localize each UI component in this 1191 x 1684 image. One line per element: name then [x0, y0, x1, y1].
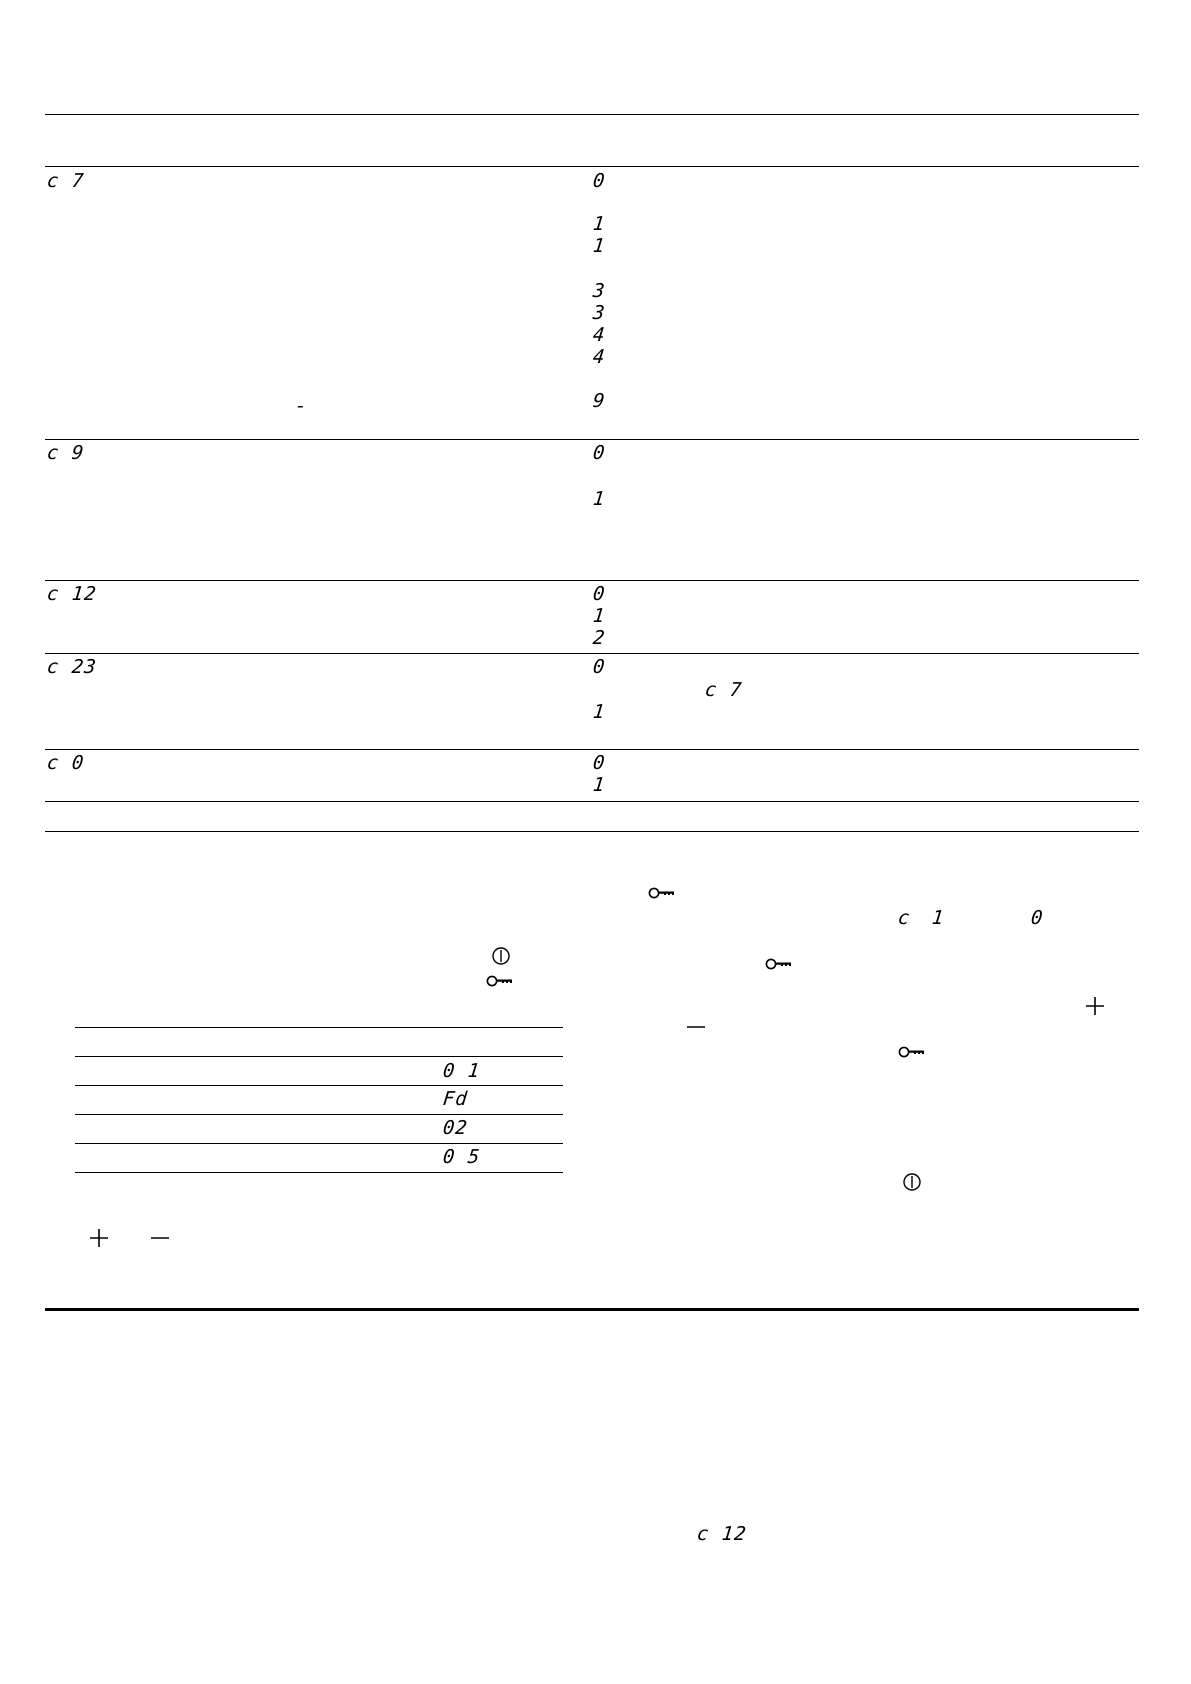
step-value: Fd — [441, 1088, 470, 1110]
power-icon — [902, 1172, 922, 1192]
setting-value: 0 — [591, 583, 607, 605]
code-1: 1 — [930, 907, 946, 929]
minus-icon — [150, 1228, 170, 1248]
code-c: c — [896, 907, 912, 929]
setting-value: 0 — [591, 170, 607, 192]
setting-value: 1 — [591, 235, 607, 257]
setting-code: c 23 — [45, 656, 98, 678]
setting-code: c 12 — [45, 583, 98, 605]
steps-rule — [75, 1056, 563, 1057]
setting-code: c 0 — [45, 752, 86, 774]
step-value: 02 — [441, 1117, 470, 1139]
key-lock-icon — [898, 1045, 926, 1059]
row-divider — [45, 653, 1139, 654]
inline-code: c 7 — [703, 679, 744, 701]
setting-value: 9 — [591, 390, 607, 412]
setting-value: 0 — [591, 442, 607, 464]
setting-value: 3 — [591, 302, 607, 324]
steps-rule — [75, 1114, 563, 1115]
setting-value: 3 — [591, 280, 607, 302]
code-0: 0 — [1029, 907, 1045, 929]
setting-value: 1 — [591, 701, 607, 723]
bottom-code: c 12 — [695, 1523, 748, 1545]
table-bottom-rule — [45, 831, 1139, 832]
setting-value: 1 — [591, 213, 607, 235]
section-separator — [45, 1308, 1139, 1311]
row-divider — [45, 749, 1139, 750]
setting-code: c 7 — [45, 170, 86, 192]
steps-rule — [75, 1085, 563, 1086]
steps-rule — [75, 1143, 563, 1144]
step-value: 0 5 — [441, 1146, 482, 1168]
step-value: 0 1 — [441, 1060, 482, 1082]
setting-value: 4 — [591, 324, 607, 346]
plus-icon — [1085, 996, 1105, 1016]
key-lock-icon — [486, 974, 514, 988]
setting-value: 2 — [591, 627, 607, 649]
key-lock-icon — [648, 886, 676, 900]
setting-code: c 9 — [45, 442, 86, 464]
dash-mark: - — [293, 395, 309, 417]
setting-value: 1 — [591, 488, 607, 510]
row-divider — [45, 439, 1139, 440]
setting-value: 0 — [591, 656, 607, 678]
power-icon — [491, 946, 511, 966]
setting-value: 4 — [591, 346, 607, 368]
steps-rule — [75, 1172, 563, 1173]
setting-value: 1 — [591, 605, 607, 627]
plus-icon — [89, 1228, 109, 1248]
row-divider — [45, 801, 1139, 802]
steps-rule — [75, 1027, 563, 1028]
setting-value: 1 — [591, 774, 607, 796]
setting-value: 0 — [591, 752, 607, 774]
key-lock-icon — [765, 957, 793, 971]
table-header-rule — [45, 166, 1139, 167]
minus-icon — [686, 1017, 706, 1037]
table-top-rule — [45, 114, 1139, 115]
row-divider — [45, 580, 1139, 581]
